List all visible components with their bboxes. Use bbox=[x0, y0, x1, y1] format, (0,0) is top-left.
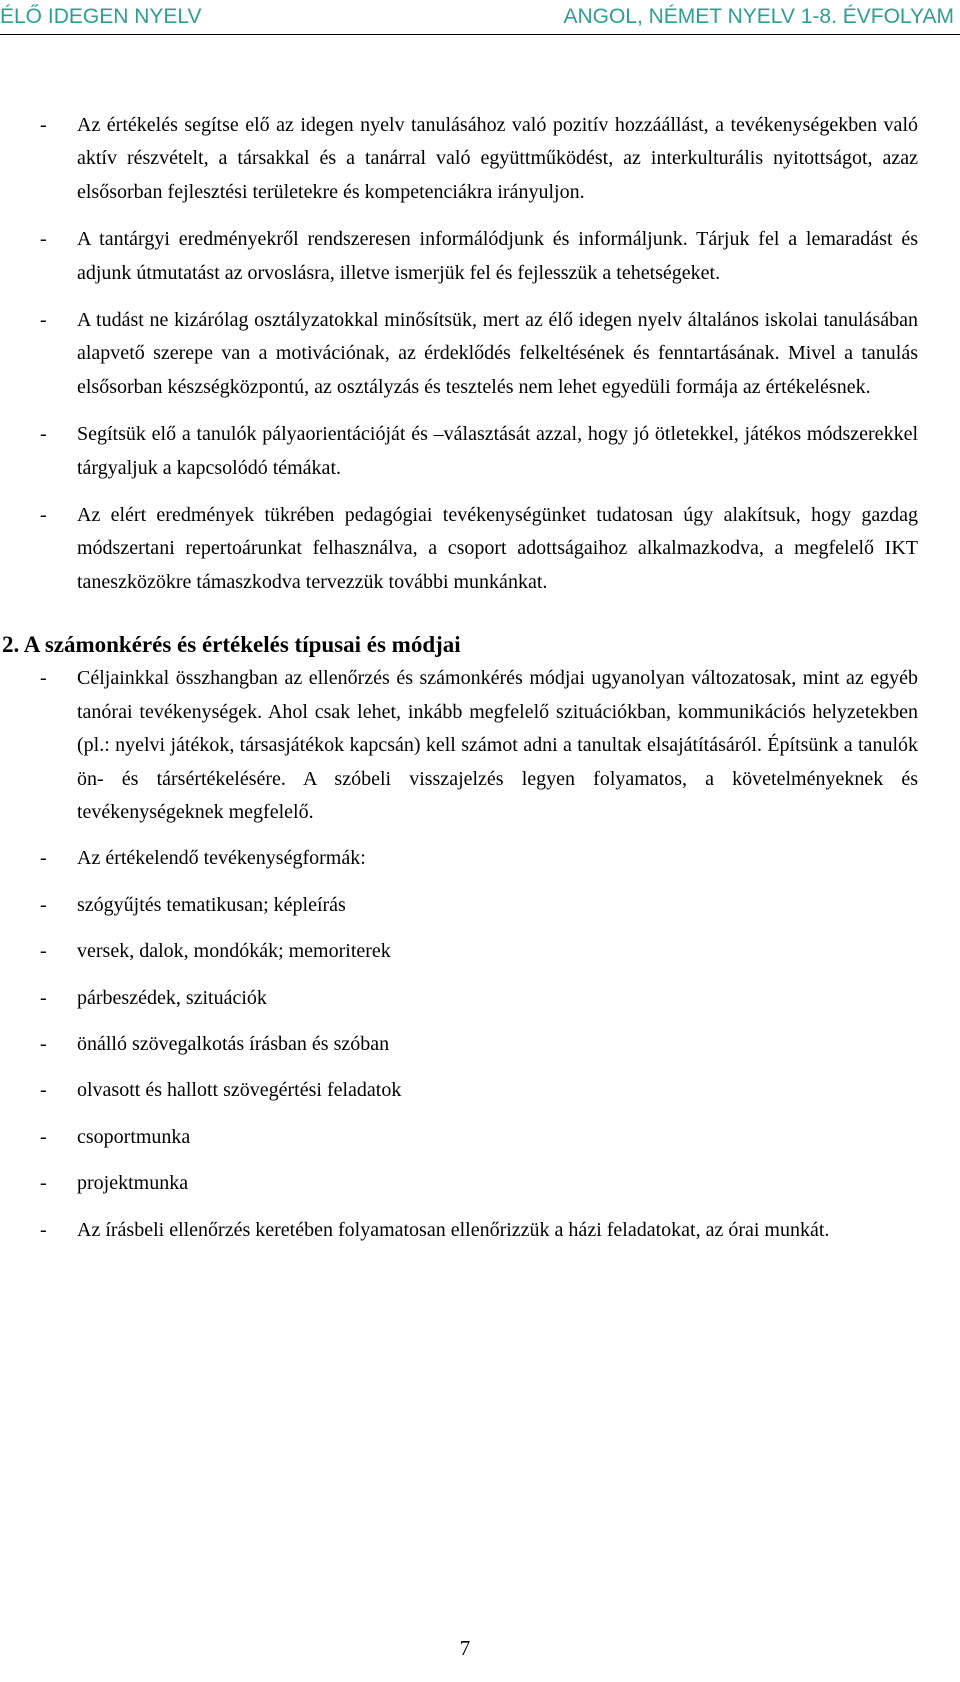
list-item-text: Az értékelés segítse elő az idegen nyelv tanulásához való pozitív hozzáállást, a tevékenységekben való aktív részvételt, a társakkal és a tanárral való együttműködést, az interkulturális nyitottságot, azaz elsősorban fejlesztési területekre és kompetenciákra irányuljon. bbox=[77, 114, 918, 203]
list-item bbox=[40, 889, 918, 922]
list-item bbox=[40, 223, 918, 290]
list-item bbox=[40, 842, 918, 875]
list-item bbox=[40, 935, 918, 968]
list-item-text: A tudást ne kizárólag osztályzatokkal minősítsük, mert az élő idegen nyelv általános iskolai tanulásában alapvető szerepe van a motivációnak, az érdeklődés felkeltésének és fenntartásának. Mivel a tanulás elsősorban készségközpontú, az osztályzás és tesztelés nem lehet egyedüli formája az értékelésnek. bbox=[77, 309, 918, 398]
dash-marker: - bbox=[40, 504, 47, 527]
assessment-methods-list bbox=[40, 662, 918, 1247]
section-heading: 2. A számonkérés és értékelés típusai és módjai bbox=[2, 632, 461, 658]
list-item-text: párbeszédek, szituációk bbox=[77, 986, 267, 1009]
list-item bbox=[40, 499, 918, 599]
dash-marker: - bbox=[40, 667, 47, 690]
list-item-text: szógyűjtés tematikusan; képleírás bbox=[77, 893, 346, 916]
header-grade-range: ANGOL, NÉMET NYELV 1-8. ÉVFOLYAM bbox=[563, 5, 954, 28]
evaluation-principles-list bbox=[40, 109, 918, 599]
dash-marker: - bbox=[40, 940, 47, 963]
list-item-text: projektmunka bbox=[77, 1172, 189, 1195]
dash-marker: - bbox=[40, 309, 47, 332]
dash-marker: - bbox=[40, 893, 47, 916]
dash-marker: - bbox=[40, 1079, 47, 1102]
list-item bbox=[40, 109, 918, 209]
header-subject: ÉLŐ IDEGEN NYELV bbox=[0, 5, 202, 28]
dash-marker: - bbox=[40, 1218, 47, 1241]
list-item-text: Az írásbeli ellenőrzés keretében folyamatosan ellenőrizzük a házi feladatokat, az órai munkát. bbox=[77, 1218, 830, 1241]
document-body bbox=[2, 109, 918, 1247]
list-item-text: csoportmunka bbox=[77, 1125, 191, 1148]
list-item-text: Segítsük elő a tanulók pályaorientációját és –választását azzal, hogy jó ötletekkel, játékos módszerekkel tárgyaljuk a kapcsolódó témákat. bbox=[77, 423, 918, 479]
list-item bbox=[40, 982, 918, 1015]
list-item bbox=[40, 304, 918, 404]
list-item bbox=[40, 662, 918, 829]
page-number: 7 bbox=[459, 1636, 471, 1660]
dash-marker: - bbox=[40, 1125, 47, 1148]
list-item bbox=[40, 1028, 918, 1061]
list-item-text: olvasott és hallott szövegértési feladatok bbox=[77, 1079, 402, 1102]
dash-marker: - bbox=[40, 228, 47, 251]
dash-marker: - bbox=[40, 423, 47, 446]
dash-marker: - bbox=[40, 847, 47, 870]
list-item bbox=[40, 1167, 918, 1200]
dash-marker: - bbox=[40, 1172, 47, 1195]
list-item-text: versek, dalok, mondókák; memoriterek bbox=[77, 940, 391, 963]
list-item bbox=[40, 1214, 918, 1247]
page-header bbox=[0, 0, 960, 35]
list-item bbox=[40, 418, 918, 485]
list-item bbox=[40, 1074, 918, 1107]
list-item-text: Az elért eredmények tükrében pedagógiai tevékenységünket tudatosan úgy alakítsuk, hogy gazdag módszertani repertoárunkat felhasználva, a csoport adottságaihoz alkalmazkodva, a megfelelő IKT taneszközökre támaszkodva tervezzük további munkánkat. bbox=[77, 504, 918, 593]
list-item-text: Céljainkkal összhangban az ellenőrzés és számonkérés módjai ugyanolyan változatosak, mint az egyéb tanórai tevékenységek. Ahol csak lehet, inkább megfelelő szituációkban, kommunikációs helyzetekben (pl.: nyelvi játékok, társasjátékok kapcsán) kell számot adni a tanultak elsajátításáról. Építsünk a tanulók ön- és társértékelésére. A szóbeli visszajelzés legyen folyamatos, a követelményeknek és tevékenységeknek megfelelő. bbox=[77, 667, 918, 823]
dash-marker: - bbox=[40, 1032, 47, 1055]
list-item-text: önálló szövegalkotás írásban és szóban bbox=[77, 1032, 390, 1055]
list-item bbox=[40, 1121, 918, 1154]
dash-marker: - bbox=[40, 986, 47, 1009]
list-item-text: Az értékelendő tevékenységformák: bbox=[77, 847, 366, 870]
list-item-text: A tantárgyi eredményekről rendszeresen informálódjunk és informáljunk. Tárjuk fel a lemaradást és adjunk útmutatást az orvoslásra, illetve ismerjük fel és fejlesszük a tehetségeket. bbox=[77, 228, 918, 284]
dash-marker: - bbox=[40, 114, 47, 136]
